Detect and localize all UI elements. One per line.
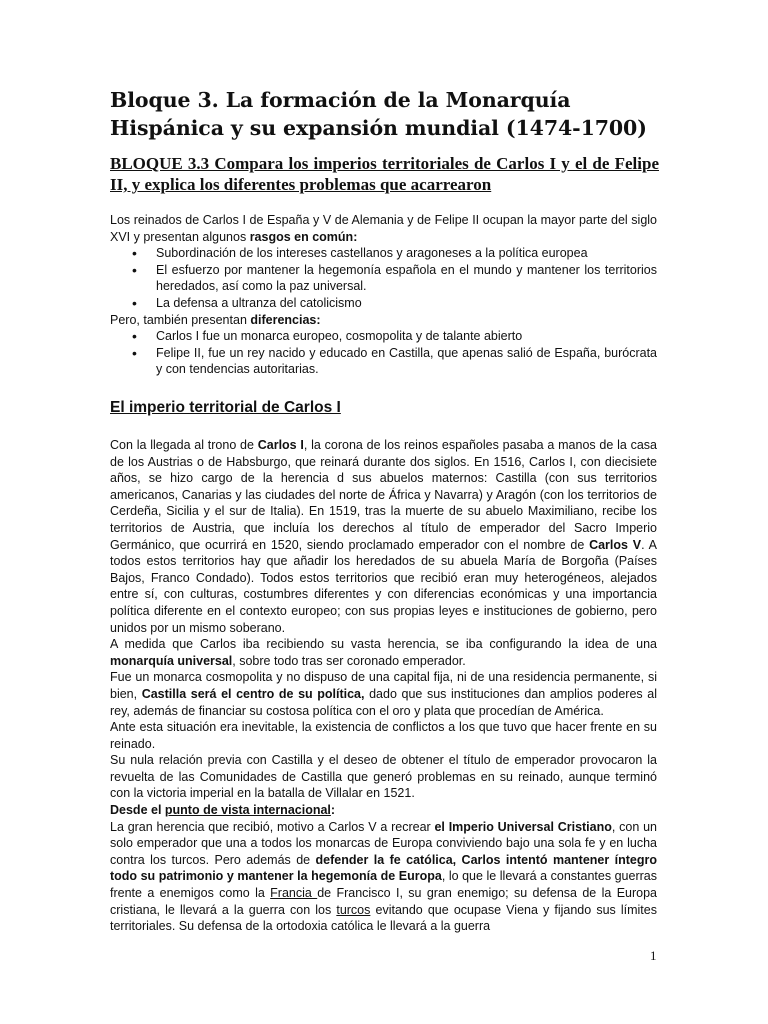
bold-run: Carlos V xyxy=(589,537,642,552)
text-run: , lo que le llevará a constantes guerras frente a enemigos como la xyxy=(110,869,657,901)
list-item: • La defensa a ultranza del catolicismo xyxy=(156,295,657,312)
differences-emphasis: diferencias: xyxy=(250,312,321,327)
paragraph xyxy=(110,819,657,935)
bold-run: monarquía universal xyxy=(110,653,233,668)
section-subtitle: BLOQUE 3.3 Compara los imperios territoriales de Carlos I y el de Felipe II, y explica los diferentes problemas que acarrearon xyxy=(110,154,659,194)
list-item: • Felipe II, fue un rey nacido y educado en Castilla, que apenas salió de España, burócrata y con tendencias autoritarias. xyxy=(156,345,657,378)
text-run: de Francisco I, su gran enemigo; su defensa de la Europa cristiana, le llevará a la guerra con los xyxy=(110,886,657,917)
bold-run: : xyxy=(330,803,336,818)
paragraph xyxy=(110,636,657,669)
intro-text: Los reinados de Carlos I de España y V de Alemania y de Felipe II ocupan la mayor parte del siglo XVI y presentan algunos xyxy=(110,213,657,244)
list-item: • Subordinación de los intereses castellanos y aragoneses a la política europea xyxy=(156,245,657,262)
underlined-bold-run: punto de vista internacional xyxy=(164,803,331,818)
list-item: • El esfuerzo por mantener la hegemonía española en el mundo y mantener los territorios heredados, así como la paz universal. xyxy=(156,262,657,295)
main-text xyxy=(110,437,657,935)
underlined-run: turcos xyxy=(336,902,371,917)
text-run: dado que sus instituciones dan amplios poderes al rey, además de financiar su costosa política con el oro y plata que procedían de América. xyxy=(110,686,657,718)
paragraph xyxy=(110,437,657,636)
text-run: Con la llegada al trono de xyxy=(110,438,258,452)
text-run: Fue un monarca cosmopolita y no dispuso de una capital fija, ni de una residencia permanente, si bien, xyxy=(110,670,657,701)
text-run: La gran herencia que recibió, motivo a Carlos V a recrear xyxy=(110,819,435,834)
bold-run: el Imperio Universal Cristiano xyxy=(434,819,612,834)
page-number: 1 xyxy=(650,948,657,963)
list-item: • Carlos I fue un monarca europeo, cosmopolita y de talante abierto xyxy=(156,328,657,345)
text-run: A medida que Carlos iba recibiendo su vasta herencia, se iba configurando la idea de una xyxy=(110,637,657,652)
bold-run: Desde el xyxy=(110,803,165,818)
bold-run: Carlos I xyxy=(257,438,304,452)
text-run: , sobre todo tras ser coronado emperador. xyxy=(232,653,466,668)
bold-run: Castilla será el centro de su política, xyxy=(141,686,365,701)
intro-emphasis: rasgos en común xyxy=(249,229,354,244)
document-title: Bloque 3. La formación de la Monarquía Hispánica y su expansión mundial (1474-1700) xyxy=(110,88,647,140)
bold-run: defender la fe católica, Carlos intentó mantener íntegro todo su patrimonio y mantener la hegemonía de Europa xyxy=(110,852,657,884)
intro-colon: : xyxy=(353,229,358,244)
paragraph xyxy=(110,669,657,719)
intro-paragraph xyxy=(110,212,657,245)
paragraph: Su nula relación previa con Castilla y el deseo de obtener el título de emperador provocaron la revuelta de las Comunidades de Castilla que generó problemas en su reinado, aunque terminó con la victoria imperial en la batalla de Villalar en 1521. xyxy=(110,753,657,801)
intro-section xyxy=(110,212,657,378)
common-traits-list xyxy=(110,245,657,311)
text-run: , con un solo emperador que una a todos los monarcas de Europa conviviendo bajo una sola fe y en lucha contra los turcos. Pero además de xyxy=(110,819,657,867)
differences-text: Pero, también presentan xyxy=(110,312,251,327)
differences-list xyxy=(110,328,657,378)
text-run: . A todos estos territorios hay que añadir los heredados de su abuela María de Borgoña (Países Bajos, Franco Condado). Todos estos territorios que recibió eran muy heterogéneos, alejados entre sí, con culturas, costumbres diferentes y con diferencias económicas y una importancia política diferente en el contexto europeo; con sus propias leyes e instituciones de gobierno, pero unidos por un mismo soberano. xyxy=(110,537,657,635)
underlined-run: Francia xyxy=(270,886,318,901)
differences-paragraph xyxy=(110,312,657,329)
text-run: , la corona de los reinos españoles pasaba a manos de la casa de los Austrias o de Habsburgo, que reinará durante dos siglos. En 1516, Carlos I, con diecisiete años, se hizo cargo de la herencia d sus abuelos maternos: Castilla (con sus territorios americanos, Canarias y las ciudades del norte de África y Navarra) y Aragón (con los territorios de Cerdeña, Sicilia y el sur de Italia). En 1519, tras la muerte de su abuelo Maximiliano, recibe los territorios de Austria, que incluía los derechos al título de emperador del Sacro Imperio Germánico, que ocurrirá en 1520, siendo proclamado emperador con el nombre de xyxy=(110,438,658,552)
paragraph: Ante esta situación era inevitable, la existencia de conflictos a los que tuvo que hacer frente en su reinado. xyxy=(110,720,657,751)
paragraph xyxy=(110,802,657,819)
section-heading: El imperio territorial de Carlos I xyxy=(110,399,341,416)
text-run: evitando que ocupase Viena y fijando sus límites territoriales. Su defensa de la ortodoxia católica le llevará a la guerra xyxy=(110,902,657,934)
